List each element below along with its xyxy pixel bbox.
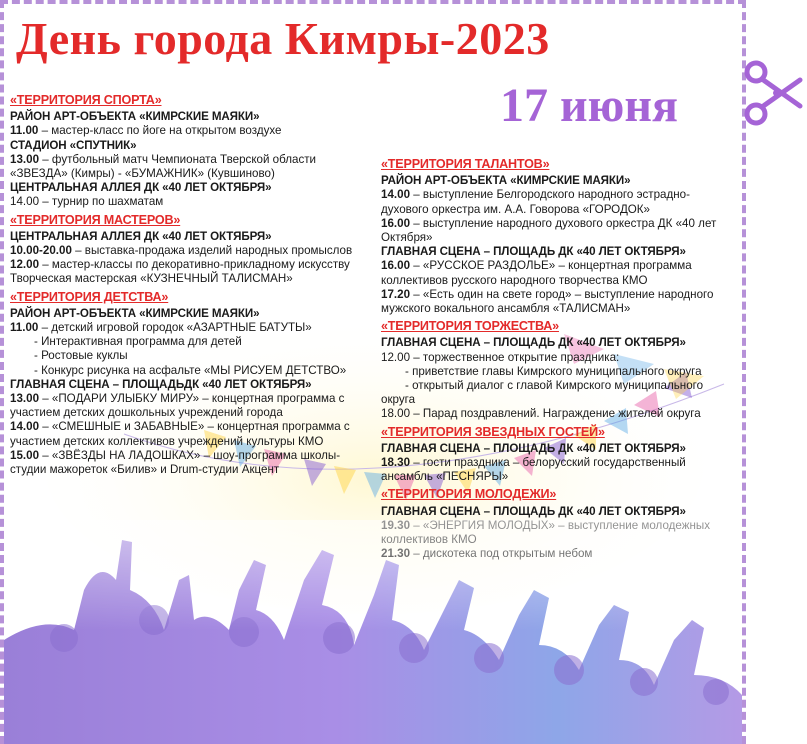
venue-heading: ГЛАВНАЯ СЦЕНА – ПЛОЩАДЬДК «40 ЛЕТ ОКТЯБРЯ» [10,377,312,391]
event-description: – детский игровой городок «АЗАРТНЫЕ БАТУТЫ» [38,321,312,335]
venue-heading: ГЛАВНАЯ СЦЕНА – ПЛОЩАДЬ ДК «40 ЛЕТ ОКТЯБРЯ» [381,504,686,518]
event-description: – «Есть один на свете город» – выступление народного мужского вокального ансамбля «ТАЛИСМАН» [381,287,714,316]
event-time: 13.00 [10,392,40,406]
schedule-item [10,321,370,335]
schedule-text: 18.00 – Парад поздравлений. Награждение жителей округа [381,407,701,421]
schedule-subitem: - Интерактивная программа для детей [34,335,242,349]
schedule-item [381,456,736,484]
schedule-subitem: - приветствие главы Кимрского муниципального округа [405,364,702,378]
event-time: 12.00 [10,258,40,272]
schedule-text: 12.00 – торжественное открытие праздника: [381,350,620,364]
event-time: 16.00 [381,259,411,273]
venue-heading: ГЛАВНАЯ СЦЕНА – ПЛОЩАДЬ ДК «40 ЛЕТ ОКТЯБРЯ» [381,336,686,350]
venue-heading: РАЙОН АРТ-ОБЪЕКТА «КИМРСКИЕ МАЯКИ» [10,306,260,320]
schedule-text: Творческая мастерская «КУЗНЕЧНЫЙ ТАЛИСМАН» [10,272,293,286]
schedule-item [381,188,736,216]
event-description: – «ЗВЁЗДЫ НА ЛАДОШКАХ» – шоу-программа школы-студии мажореток «Билив» и Drum-студии Акцент [10,448,341,477]
section-heading: «ТЕРРИТОРИЯ СПОРТА» [10,93,162,107]
event-time: 16.00 [381,216,411,230]
page-title: День города Кимры-2023 [16,13,550,64]
schedule-item [10,392,370,420]
schedule-item [10,420,370,448]
event-description: – мастер-классы по декоративно-прикладному искусству [39,258,350,272]
scissors-icon [742,58,804,128]
event-time: 14.00 [381,188,411,202]
event-description: – выставка-продажа изделий народных промыслов [71,244,353,258]
event-description: – «СМЕШНЫЕ и ЗАБАВНЫЕ» – концертная программа с участием детских коллективов учреждений культуры КМО [10,420,350,448]
venue-heading: РАЙОН АРТ-ОБЪЕКТА «КИМРСКИЕ МАЯКИ» [10,110,260,124]
schedule-item [381,259,736,287]
event-date: 17 июня [500,79,678,132]
section-heading: «ТЕРРИТОРИЯ МОЛОДЕЖИ» [381,487,557,502]
schedule-subitem: - открытый диалог с главой Кимрского муниципального [405,379,704,393]
event-description: – футбольный матч Чемпионата Тверской области «ЗВЕЗДА» (Кимры) - «БУМАЖНИК» (Кувшиново) [10,152,317,181]
schedule-item [381,217,736,245]
section-heading: «ТЕРРИТОРИЯ ЗВЕЗДНЫХ ГОСТЕЙ» [381,424,605,439]
schedule-item [10,153,370,181]
event-description: – «РУССКОЕ РАЗДОЛЬЕ» – концертная программа коллективов русского народного творчества КМО [381,259,692,287]
event-description: – мастер-класс по йоге на открытом воздухе [38,124,282,138]
venue-heading: РАЙОН АРТ-ОБЪЕКТА «КИМРСКИЕ МАЯКИ» [381,174,631,188]
event-time: 18.30 [381,456,411,470]
section-heading: «ТЕРРИТОРИЯ ТОРЖЕСТВА» [381,319,559,334]
section-heading: «ТЕРРИТОРИЯ ТАЛАНТОВ» [381,157,550,171]
event-time: 17.20 [381,287,411,301]
schedule-right-column [381,154,736,561]
schedule-text: округа [381,393,416,407]
schedule-item [10,258,370,272]
schedule-left-column [10,90,370,477]
schedule-item [10,449,370,477]
schedule-subitem: - Конкурс рисунка на асфальте «МЫ РИСУЕМ ДЕТСТВО» [34,363,347,377]
schedule-item [10,124,370,138]
section-heading: «ТЕРРИТОРИЯ ДЕТСТВА» [10,289,169,304]
venue-heading: ЦЕНТРАЛЬНАЯ АЛЛЕЯ ДК «40 ЛЕТ ОКТЯБРЯ» [10,181,272,195]
venue-heading: ГЛАВНАЯ СЦЕНА – ПЛОЩАДЬ ДК «40 ЛЕТ ОКТЯБРЯ» [381,245,686,259]
venue-heading: СТАДИОН «СПУТНИК» [10,138,137,152]
schedule-subitem: - Ростовые куклы [34,349,128,363]
event-time: 13.00 [10,152,40,166]
event-description: – «ПОДАРИ УЛЫБКУ МИРУ» – концертная программа с участием детских дошкольных учреждений города [10,392,345,420]
schedule-item [381,288,736,316]
schedule-text: 14.00 – турнир по шахматам [10,195,164,209]
venue-heading: ГЛАВНАЯ СЦЕНА – ПЛОЩАДЬ ДК «40 ЛЕТ ОКТЯБРЯ» [381,441,686,455]
section-heading: «ТЕРРИТОРИЯ МАСТЕРОВ» [10,212,181,227]
event-time: 15.00 [10,448,40,462]
venue-heading: ЦЕНТРАЛЬНАЯ АЛЛЕЯ ДК «40 ЛЕТ ОКТЯБРЯ» [10,229,272,243]
event-time: 11.00 [10,124,39,138]
event-time: 11.00 [10,321,39,335]
event-time: 10.00-20.00 [10,244,72,258]
crowd-silhouette [4,520,742,744]
schedule-item [10,244,370,258]
event-time: 14.00 [10,420,40,434]
event-description: – гости праздника – белорусский государственный ансамбль «ПЕСНЯРЫ» [381,456,686,484]
event-description: – выступление Белгородского народного эстрадно-духового оркестра им. А.А. Говорова «ГОРОДОК» [381,188,690,216]
event-description: – выступление народного духового оркестра ДК «40 лет Октября» [381,216,717,245]
